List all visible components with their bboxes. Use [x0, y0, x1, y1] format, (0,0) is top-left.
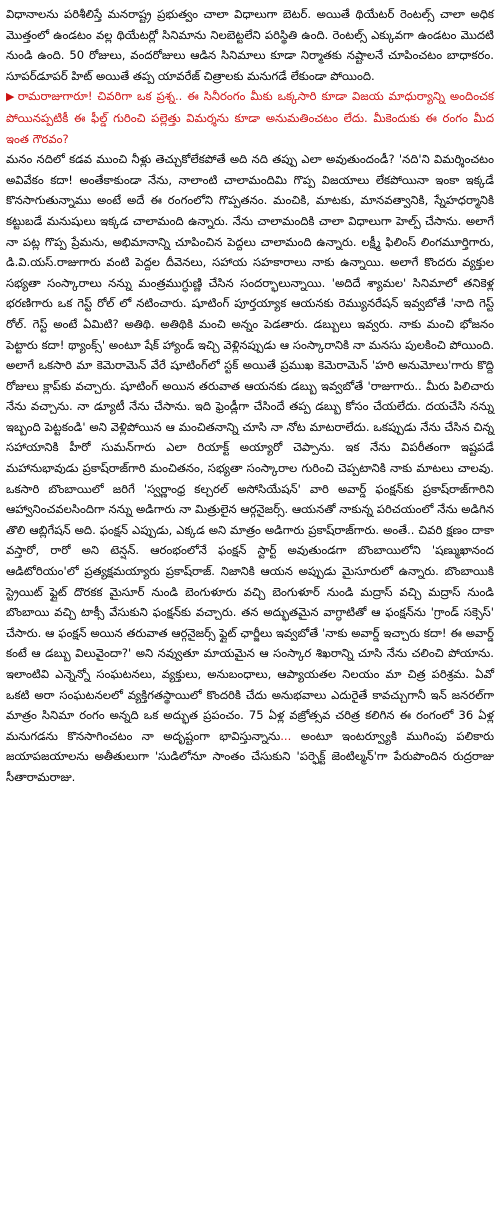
question-paragraph [6, 86, 494, 149]
closing-text: అంటూ ఇంటర్వ్యూకి ముగింపు పలికారు జయాపజయాలను అతీతులుగా 'సుడిలోనూ సాంతం చేసుకుని 'పర్ఫెక్ట్ జెంటిల్మన్'గా పేరుపొందిన రుద్రరాజు సీతారామరాజు. [6, 728, 495, 784]
answer-ellipsis: ... [280, 728, 292, 743]
answer-text: మనం నదిలో కడవ ముంచి నీళ్లు తెచ్చుకోలేకపోతే అది నది తప్పు ఎలా అవుతుందండీ? 'నది'ని విమర్శించటం అవివేకం కదా! అంతేకాకుండా నేను, నాలాంటి చాలామందిమి గొప్ప విజయాలు లేకపోయినా ఇంకా ఇక్కడే కొనసాగుతున్నాము అంటే అదే ఈ రంగంలోని గొప్పతనం. మంచికి, మాటకు, మానవత్వానికి, స్నేహధర్మానికి కట్టుబడే మనుషులు ఇక్కడ చాలామంది ఉన్నారు. నేను చాలామందికి చాలా విధాలుగా హెల్ప్ చేసాను. అలాగే నా పట్ల గొప్ప ప్రేమను, అభిమానాన్ని చూపించిన పెద్దలు చాలామంది ఉన్నారు. లక్ష్మీ ఫిలింస్ లింగమూర్తిగారు, డి.వి.యస్.రాజుగారు వంటి పెద్దల దీవెనలు, సహాయ సహకారాలు నాకు ఉన్నాయి. అలాగే కొందరు వ్యక్తుల సభ్యతా సంస్కారాలు నన్ను మంత్రముగ్ధుణ్ణి చేసిన సందర్భాలున్నాయి. 'అదిదే శ్యామల' సినిమాలో తనికెళ్ల భరణిగారు ఒక గెస్ట్ రోల్ లో నటించారు. షూటింగ్ పూర్తయ్యాక ఆయనకు రెమ్యునరేషన్ ఇవ్వబోతే 'నాది గెస్ట్ రోల్. గెస్ట్ అంటే ఏమిటి? అతిథి. అతిథికి మంచి అన్నం పెడతారు. డబ్బులు ఇవ్వరు. నాకు మంచి భోజనం పెట్టారు కదా! థ్యాంక్స్' అంటూ షేక్ హ్యాండ్ ఇచ్చి వెళ్లినప్పుడు ఆ సంస్కారానికి నా మనసు పులకించి పోయింది. అలాగే ఒకసారి మా కెమెరామెన్ వేరే షూటింగ్‌లో స్టక్ అయితే ప్రముఖ కెమెరామెన్ 'హరి అనుమోలు'గారు కొద్ది రోజులు క్లాప్‌కు వచ్చారు. షూటింగ్ అయిన తరువాత ఆయనకు డబ్బు ఇవ్వబోతే 'రాజుగారు.. మీరు పిలిచారు నేను వచ్చాను. నా డ్యూటీ నేను చేసాను. ఇది ఫ్రెండ్లీగా చేసిందే తప్ప డబ్బు కోసం చేయలేదు. దయచేసి నన్ను ఇబ్బంది పెట్టకండి' అని వెళ్లిపోయిన ఆ మంచితనాన్ని చూసి నా నోట మాటరాలేదు. ఒకప్పుడు నేను చేసిన చిన్న సహాయానికి హీరో సుమన్‌గారు ఎలా రియాక్ట్ అయ్యారో చెప్పాను. ఇక నేను విపరీతంగా ఇష్టపడే మహానుభావుడు ప్రకాష్‌రాజ్‌గారి మంచితనం, సభ్యతా సంస్కారాల గురించి చెప్పటానికి నాకు మాటలు చాలవు. ఒకసారి బొంబాయిలో జరిగే 'స్వర్ణాంధ్ర కల్చరల్ అసోసియేషన్' వారి అవార్డ్ ఫంక్షన్‌కు ప్రకాష్‌రాజ్‌గారిని ఆహ్వానించవలసిందిగా నన్ను అడిగారు నా మిత్రులైన ఆర్గనైజర్స్. ఆయనతో నాకున్న పరిచయంలో నేను అడిగిన తొలి ఆబ్లిగేషన్ అది. ఫంక్షన్ ఎప్పుడు, ఎక్కడ అని మాత్రం అడిగారు ప్రకాష్‌రాజ్‌గారు. అంతే.. చివరి క్షణం దాకా వస్తారో, రారో అని టెన్షన్. ఆరంభంలోనే ఫంక్షన్ స్టార్ట్ అవుతుండగా బొంబాయిలోని 'షణ్ముఖానంద ఆడిటోరియం'లో ప్రత్యక్షమయ్యారు ప్రకాష్‌రాజ్. నిజానికి ఆయన అప్పుడు మైసూరులో ఉన్నారు. బొంబాయికి స్ట్రెయిట్ ఫ్లైట్ దొరకక మైసూర్ నుండి బెంగుళూరు వచ్చి బెంగుళూర్ నుండి మద్రాస్ వచ్చి మద్రాస్ నుండి బొంబాయి వచ్చి టాక్సీ వేసుకుని ఫంక్షన్‌కు వచ్చారు. తన అద్భుతమైన వాగ్ధాటితో ఆ ఫంక్షన్‌ను 'గ్రాండ్ సక్సెస్' చేసారు. ఆ ఫంక్షన్ అయిన తరువాత ఆర్గనైజర్స్ ఫ్లైట్ ఛార్జీలు ఇవ్వబోతే 'నాకు అవార్డ్ ఇచ్చారు కదా! ఈ అవార్డ్ కంటే ఆ డబ్బు విలువైందా?' అని నవ్వుతూ మాయమైన ఆ సంస్కార శిఖరాన్ని చూసి నేను చలించి పోయాను. ఇలాంటివి ఎన్నెన్నో సంఘటనలు, వ్యక్తులు, అనుబంధాలు, ఆప్యాయతల నిలయం మా చిత్ర పరిశ్రమ. ఏవో ఒకటి అరా సంఘటనలలో వ్యక్తిగతస్థాయిలో కొందరికి చేదు అనుభవాలు ఎదురైతే కావచ్చుగానీ ఇన్ జనరల్‌గా మాత్రం సినిమా రంగం అన్నది ఒక అద్భుత ప్రపంచం. 75 ఏళ్ల వజ్రోత్సవ చరిత్ర కలిగిన ఈ రంగంలో 36 ఏళ్ల మనుగడను కొనసాగించటం నా అదృష్టంగా భావిస్తున్నాను [6, 152, 494, 743]
intro-paragraph: విధానాలను పరిశీలిస్తే మనరాష్ట్ర ప్రభుత్వం చాలా విధాలుగా బెటర్. అయితే థియేటర్ రెంటల్స్ చాలా అధిక మొత్తంలో ఉండటం వల్ల థియేటర్లో సినిమాను నిలబెట్టలేని పరిస్థితి ఉంది. రెంటల్స్ ఎక్కువగా ఉండటం మొదటి నుండి ఉంది. 50 రోజులు, వందరోజులు ఆడిన సినిమాలు కూడా నిర్మాతకు నష్టాలనే చూపించటం బాధాకరం. సూపర్‌డూపర్ హిట్ అయితే తప్ప యావరేజ్ చిత్రాలకు మనుగడే లేకుండా పోయింది. [6, 7, 494, 83]
triangle-bullet-icon: ▶ [6, 90, 16, 104]
question-text: రామరాజుగారూ! చివరిగా ఒక ప్రశ్న.. ఈ సినీరంగం మీకు ఒక్కసారి కూడా విజయ మాధుర్యాన్ని అందించక పోయినప్పటికీ ఈ ఫీల్డ్ గురించి పల్లెత్తు విమర్శను కూడా అనుమతించటం లేదు. మీకెందుకు ఈ రంగం మీద ఇంత గౌరవం? [6, 89, 494, 146]
answer-paragraph [6, 149, 494, 787]
